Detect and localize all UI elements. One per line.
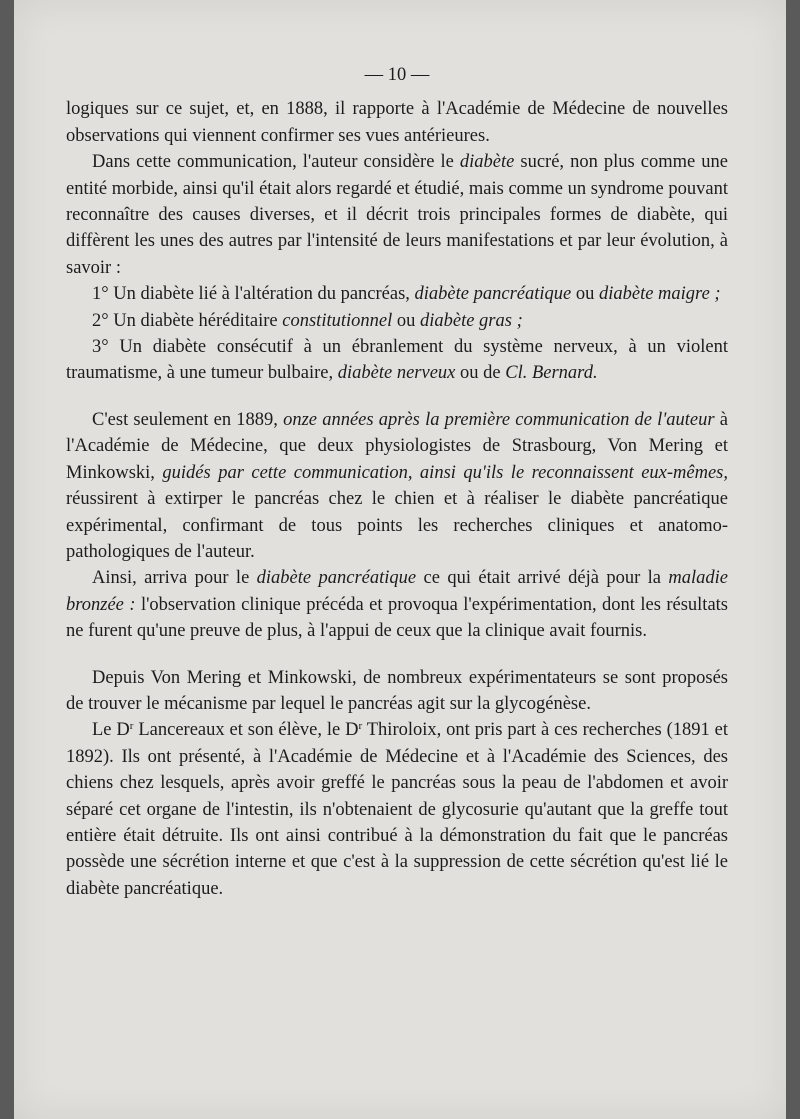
italic-run: diabète pancréatique <box>256 568 417 589</box>
text-run: Lancereaux et son élève, le D <box>133 720 359 741</box>
paragraph-4 <box>66 565 728 644</box>
italic-run: diabète pancréatique <box>414 284 572 305</box>
paragraph-1: logiques sur ce sujet, et, en 1888, il rapporte à l'Académie de Médecine de nouvelles observations qui viennent confirmer ses vues antérieures. <box>66 99 728 146</box>
italic-run: guidés par cette communication, ainsi qu'ils le reconnaissent eux-mêmes, <box>162 462 728 483</box>
text-run: ou <box>392 310 420 331</box>
italic-run: diabète gras ; <box>419 310 523 331</box>
paragraph-gap <box>66 387 728 407</box>
italic-run: constitutionnel <box>282 310 393 331</box>
text-run: ou <box>571 284 599 305</box>
paragraph-2 <box>66 149 728 281</box>
text-run: à l'Académie de Médecine, que deux physiologistes de Strasbourg, Von Mering et Minkowski, <box>66 409 728 483</box>
italic-run: diabète maigre ; <box>598 284 721 305</box>
text-run: Le D <box>92 720 130 741</box>
text-run: réussirent à extirper le pancréas chez le chien et à réaliser le diabète pancréatique expérimental, confirmant de tous points les recherches cliniques et anatomo-pathologiques de l'auteur. <box>66 489 728 562</box>
list-item-2 <box>66 308 728 334</box>
page-content <box>66 62 728 902</box>
text-run: ou de <box>455 363 506 384</box>
text-run: C'est seulement en 1889, <box>92 409 284 430</box>
italic-run: maladie bronzée : <box>66 568 728 615</box>
paragraph-3 <box>66 407 728 565</box>
list-item-1 <box>66 281 728 307</box>
italic-run: Cl. Bernard. <box>505 363 598 384</box>
italic-run: diabète nerveux <box>337 363 456 384</box>
superscript: r <box>129 720 134 733</box>
text-run: Thiroloix, ont pris part à ces recherches (1891 et 1892). Ils ont présenté, à l'Académie de Médecine et à l'Académie des Sciences, des chiens chez lesquels, après avoir greffé le pancréas sous la peau de l'abdomen et avoir séparé cet organe de l'intestin, ils n'obtenaient de glycosurie qu'autant que la greffe tout entière était détruite. Ils ont ainsi contribué à la démonstration du fait que le pancréas possède une sécrétion interne et que c'est à la suppression de cette sécrétion qu'est lié le diabète pancréatique. <box>66 720 729 899</box>
italic-run: diabète <box>459 152 515 173</box>
paragraph-6 <box>66 717 728 902</box>
text-run: 3° Un diabète consécutif à un ébranlement du système nerveux, à un violent traumatisme, à une tumeur bulbaire, <box>66 337 728 384</box>
page-number: — 10 — <box>364 65 430 85</box>
text-run: l'observation clinique précéda et provoqua l'expérimentation, dont les résultats ne furent qu'une preuve de plus, à l'appui de ceux que la clinique avait fournis. <box>66 594 728 642</box>
paragraph-5: Depuis Von Mering et Minkowski, de nombreux expérimentateurs se sont proposés de trouver le mécanisme par lequel le pancréas agit sur la glycogénèse. <box>66 667 728 714</box>
document-page <box>14 0 786 1119</box>
text-run: Ainsi, arriva pour le <box>92 568 257 589</box>
text-run: 1° Un diabète lié à l'altération du pancréas, <box>92 284 415 305</box>
text-run: sucré, non plus comme une entité morbide, ainsi qu'il était alors regardé et étudié, mais comme un syndrome pouvant reconnaître des causes diverses, et il décrit trois principales formes de diabète, qui diffèrent les unes des autres par l'intensité de leurs manifestations et par leur évolution, à savoir : <box>66 152 728 278</box>
list-item-3 <box>66 334 728 387</box>
text-run: Dans cette communication, l'auteur considère le <box>92 152 460 173</box>
italic-run: onze années après la première communication de l'auteur <box>283 409 715 430</box>
text-run: ce qui était arrivé déjà pour la <box>416 568 669 589</box>
superscript: r <box>358 720 363 733</box>
text-run: 2° Un diabète héréditaire <box>92 310 283 331</box>
paragraph-gap <box>66 645 728 665</box>
